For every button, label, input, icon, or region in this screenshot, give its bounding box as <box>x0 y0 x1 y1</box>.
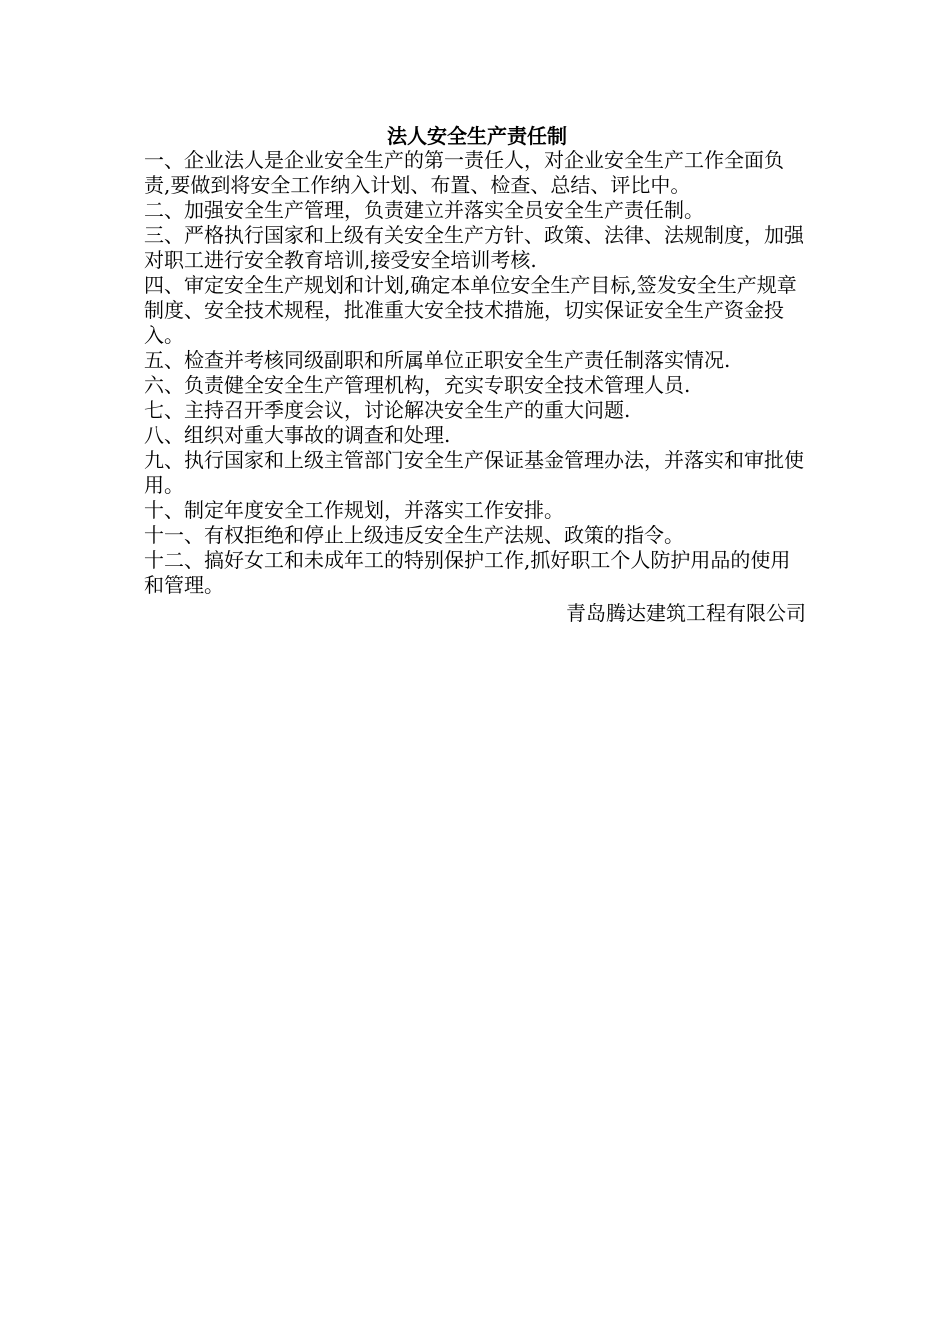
clause-list <box>144 148 810 598</box>
clause-7: 七、主持召开季度会议，讨论解决安全生产的重大问题. <box>144 398 631 422</box>
clause-10: 十、制定年度安全工作规划，并落实工作安排。 <box>144 498 564 522</box>
clause-5: 五、检查并考核同级副职和所属单位正职安全生产责任制落实情况. <box>144 348 731 372</box>
document-title: 法人安全生产责任制 <box>387 124 567 148</box>
clause-3: 三、严格执行国家和上级有关安全生产方针、政策、法律、法规制度，加强对职工进行安全教育培训,接受安全培训考核. <box>144 223 804 272</box>
clause-2: 二、加强安全生产管理，负责建立并落实全员安全生产责任制。 <box>144 198 704 222</box>
clause-9: 九、执行国家和上级主管部门安全生产保证基金管理办法，并落实和审批使用。 <box>144 448 804 497</box>
clause-11: 十一、有权拒绝和停止上级违反安全生产法规、政策的指令。 <box>144 523 684 547</box>
clause-8: 八、组织对重大事故的调查和处理. <box>144 423 451 447</box>
clause-1: 一、企业法人是企业安全生产的第一责任人，对企业安全生产工作全面负责,要做到将安全工作纳入计划、布置、检查、总结、评比中。 <box>144 148 784 197</box>
clause-4: 四、审定安全生产规划和计划,确定本单位安全生产目标,签发安全生产规章制度、安全技术规程，批准重大安全技术措施，切实保证安全生产资金投入。 <box>144 273 797 347</box>
document-body <box>144 124 810 626</box>
clause-6: 六、负责健全安全生产管理机构，充实专职安全技术管理人员. <box>144 373 691 397</box>
company-signature: 青岛腾达建筑工程有限公司 <box>566 601 806 625</box>
clause-12: 十二、搞好女工和未成年工的特别保护工作,抓好职工个人防护用品的使用和管理。 <box>144 548 791 597</box>
